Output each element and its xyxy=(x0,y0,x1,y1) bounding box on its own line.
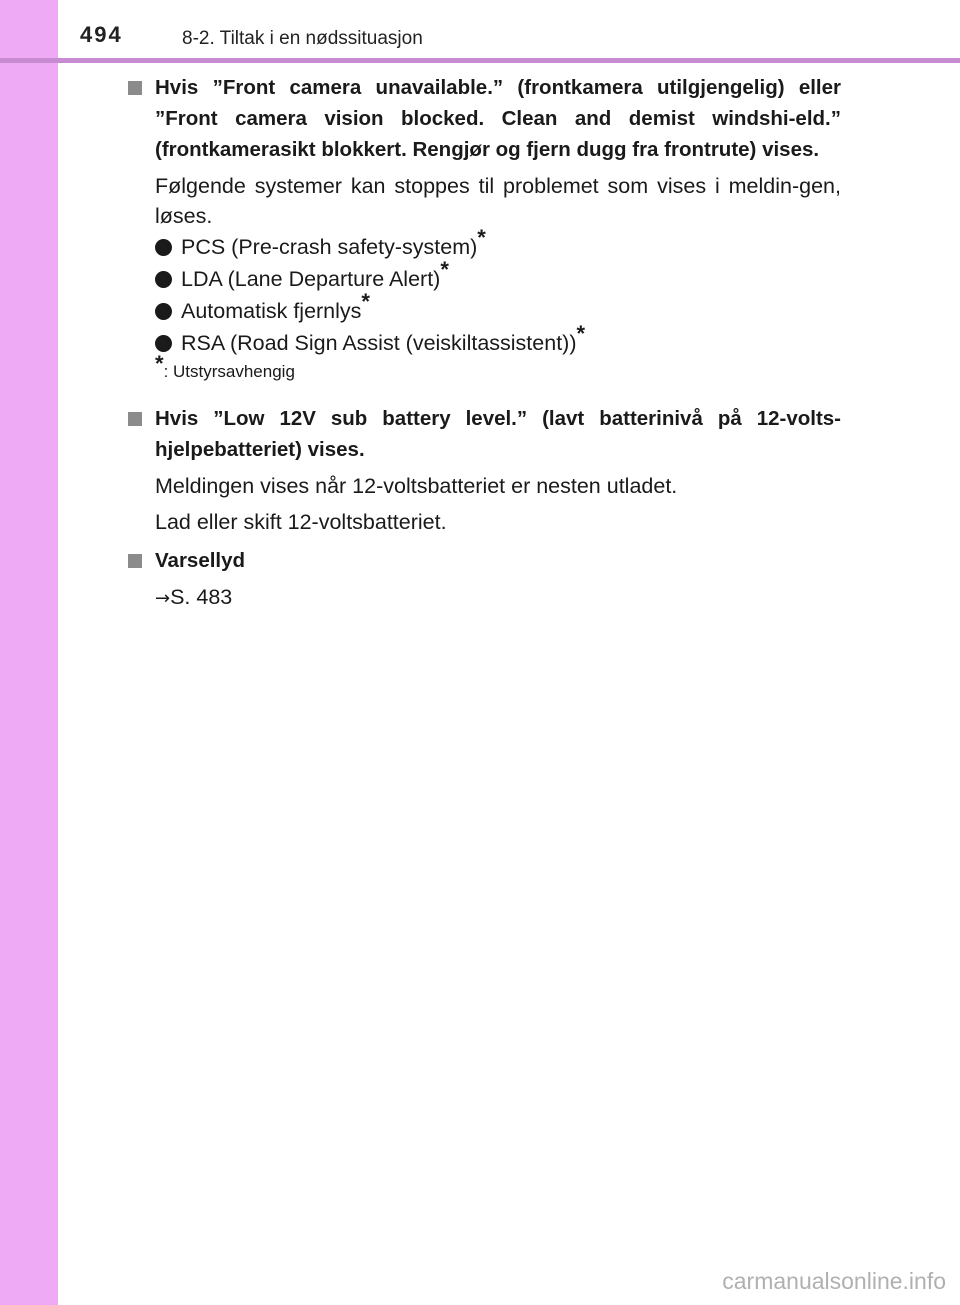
camera-heading-text: Hvis ”Front camera unavailable.” (frontkamera utilgjengelig) eller ”Front camera vision blocked. Clean and demist windshi-eld.” (frontkamerasikt blokkert. Rengjør og fjern dugg fra frontrute) vises. xyxy=(155,76,841,161)
bullet-text: PCS (Pre-crash safety-system) xyxy=(181,235,478,259)
battery-heading xyxy=(155,403,841,465)
bullet-dot-icon xyxy=(155,271,172,288)
section-title: 8-2. Tiltak i en nødssituasjon xyxy=(182,28,423,49)
watermark: carmanualsonline.info xyxy=(722,1268,946,1294)
bullet-dot-icon xyxy=(155,239,172,256)
camera-heading xyxy=(155,72,841,165)
list-item xyxy=(155,257,841,295)
bullet-dot-icon xyxy=(155,303,172,320)
asterisk-marker: * xyxy=(440,257,449,282)
square-bullet-icon xyxy=(128,554,142,568)
battery-body-2: Lad eller skift 12-voltsbatteriet. xyxy=(155,510,447,534)
arrow-icon: → xyxy=(155,588,171,609)
square-bullet-icon xyxy=(128,81,142,95)
bullet-text: Automatisk fjernlys xyxy=(181,299,362,323)
asterisk-marker: * xyxy=(477,225,486,250)
square-bullet-icon xyxy=(128,412,142,426)
page-reference xyxy=(155,582,841,614)
footnote xyxy=(155,351,841,383)
warning-heading xyxy=(155,545,841,576)
camera-body: Følgende systemer kan stoppes til problemet som vises i meldin-gen, løses. xyxy=(155,174,841,228)
page-side-tab xyxy=(0,0,58,1305)
bullet-dot-icon xyxy=(155,335,172,352)
header-rule xyxy=(0,58,960,63)
bullet-text: LDA (Lane Departure Alert) xyxy=(181,267,441,291)
battery-body-1: Meldingen vises når 12-voltsbatteriet er nesten utladet. xyxy=(155,474,678,498)
list-item xyxy=(155,225,841,263)
bullet-text: RSA (Road Sign Assist (veiskiltassistent)) xyxy=(181,331,577,355)
page-number: 494 xyxy=(80,22,123,47)
asterisk-marker: * xyxy=(361,289,370,314)
list-item xyxy=(155,321,841,359)
footnote-asterisk: * xyxy=(155,351,164,376)
battery-heading-text: Hvis ”Low 12V sub battery level.” (lavt batterinivå på 12-volts-hjelpebatteriet) vises. xyxy=(155,407,841,461)
page-content xyxy=(155,68,841,614)
page-reference-link[interactable]: S. 483 xyxy=(170,585,233,609)
footnote-text: : Utstyrsavhengig xyxy=(163,362,295,381)
warning-heading-text: Varsellyd xyxy=(155,549,246,572)
list-item xyxy=(155,289,841,327)
asterisk-marker: * xyxy=(576,321,586,346)
